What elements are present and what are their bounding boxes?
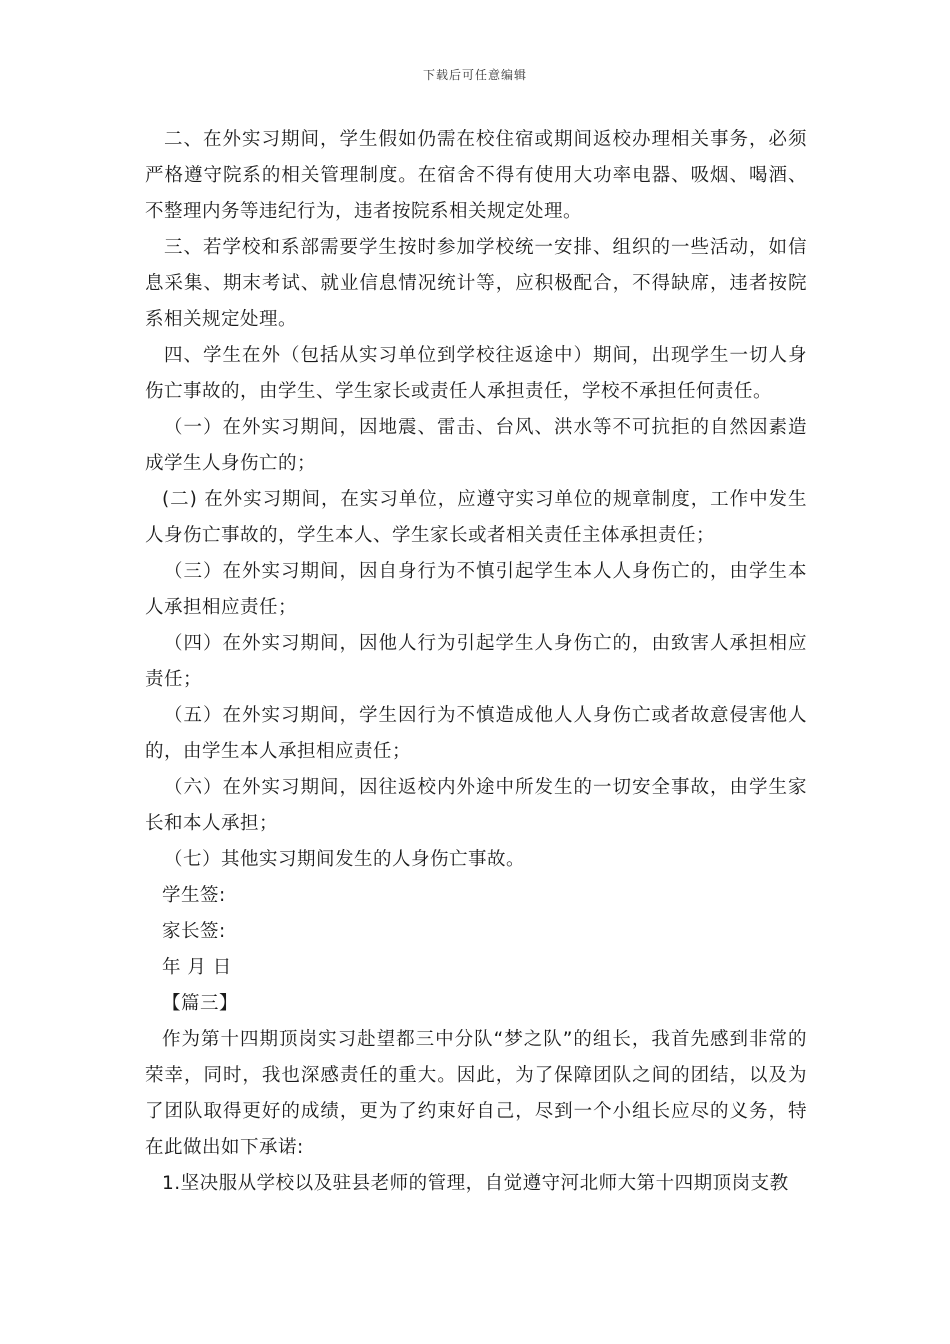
paragraph-intro: 作为第十四期顶岗实习赴望都三中分队“梦之队”的组长，我首先感到非常的荣幸，同时，我也深感责任的重大。因此，为了保障团队之间的团结，以及为了团队取得更好的成绩，更为了约束好自己，尽到一个小组长应尽的义务，特在此做出如下承诺: (145, 1029, 807, 1158)
paragraph-rule-4: 四、学生在外（包括从实习单位到学校往返途中）期间，出现学生一切人身伤亡事故的，由学生、学生家长或责任人承担责任，学校不承担任何责任。 (145, 345, 807, 402)
section-heading: 【篇三】 (162, 993, 239, 1014)
paragraph-item-7: （七）其他实习期间发生的人身伤亡事故。 (164, 849, 526, 870)
date-line: 年 月 日 (162, 957, 232, 978)
paragraph-item-5: （五）在外实习期间，学生因行为不慎造成他人人身伤亡或者故意侵害他人的，由学生本人承担相应责任； (145, 705, 807, 762)
paragraph-item-6: （六）在外实习期间，因往返校内外途中所发生的一切安全事故，由学生家长和本人承担； (145, 777, 807, 834)
paragraph-item-2: (二) 在外实习期间，在实习单位，应遵守实习单位的规章制度，工作中发生人身伤亡事故的，学生本人、学生家长或者相关责任主体承担责任； (145, 489, 807, 546)
document-body (145, 122, 807, 1202)
paragraph-rule-2: 二、在外实习期间，学生假如仍需在校住宿或期间返校办理相关事务，必须严格遵守院系的相关管理制度。在宿舍不得有使用大功率电器、吸烟、喝酒、不整理内务等违纪行为，违者按院系相关规定处理。 (145, 129, 807, 222)
parent-signature-line: 家长签: (162, 921, 226, 942)
student-signature-line: 学生签: (162, 885, 226, 906)
paragraph-item-4: （四）在外实习期间，因他人行为引起学生人身伤亡的，由致害人承担相应责任； (145, 633, 807, 690)
paragraph-item-1: （一）在外实习期间，因地震、雷击、台风、洪水等不可抗拒的自然因素造成学生人身伤亡的； (145, 417, 807, 474)
header-note: 下载后可任意编辑 (422, 68, 527, 82)
paragraph-item-3: （三）在外实习期间，因自身行为不慎引起学生本人人身伤亡的，由学生本人承担相应责任； (145, 561, 807, 618)
paragraph-rule-3: 三、若学校和系部需要学生按时参加学校统一安排、组织的一些活动，如信息采集、期末考试、就业信息情况统计等，应积极配合，不得缺席，违者按院系相关规定处理。 (145, 237, 807, 330)
paragraph-commitment-1: 1.坚决服从学校以及驻县老师的管理，自觉遵守河北师大第十四期顶岗支教 (162, 1173, 789, 1194)
